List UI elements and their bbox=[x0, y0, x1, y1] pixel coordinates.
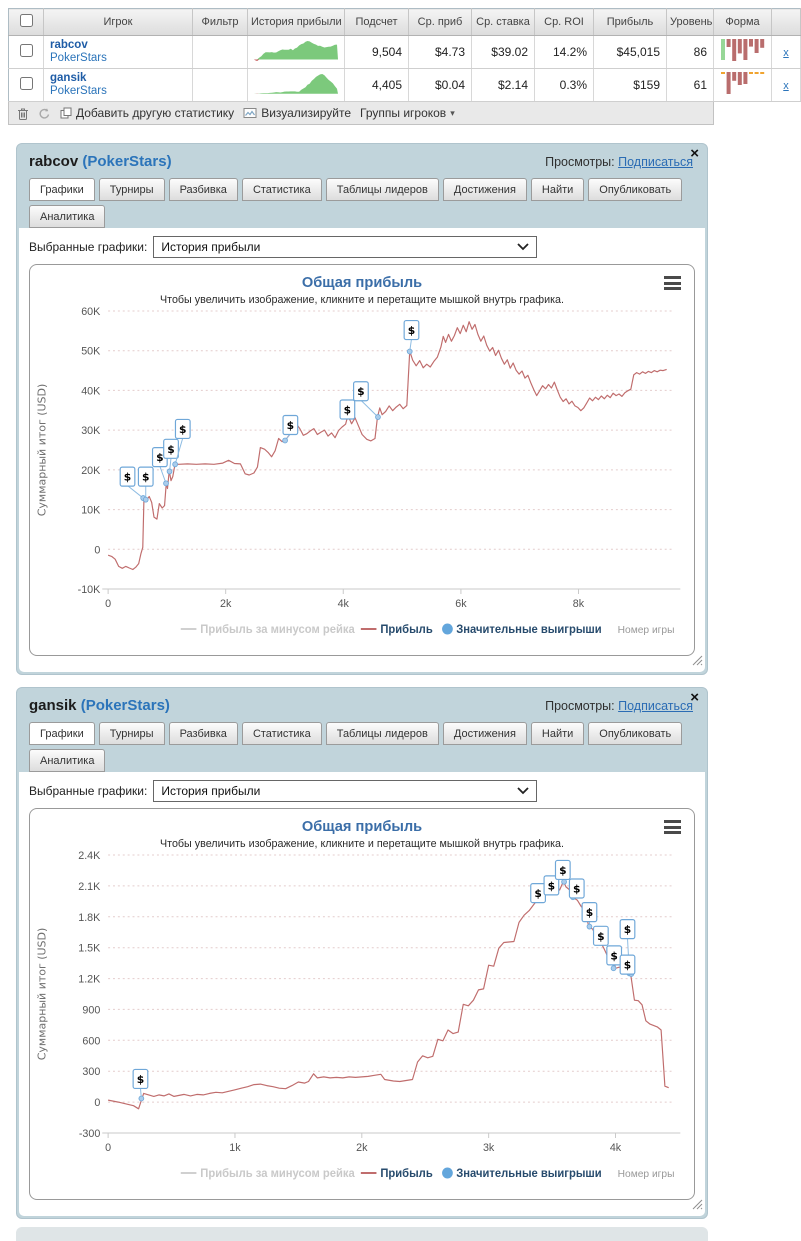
close-icon[interactable]: × bbox=[690, 690, 699, 706]
chevron-down-icon bbox=[517, 243, 529, 251]
player-stats-table bbox=[8, 8, 801, 102]
profit-history-sparkline bbox=[248, 69, 345, 102]
table-row bbox=[9, 69, 801, 102]
panel-tab[interactable]: Разбивка bbox=[169, 178, 238, 201]
column-header[interactable]: Ср. ROI bbox=[535, 9, 594, 36]
panel-tab[interactable]: Опубликовать bbox=[588, 178, 682, 201]
stat-cell: 14.2% bbox=[535, 36, 594, 69]
chevron-down-icon bbox=[517, 787, 529, 795]
chart-title: Общая прибыль bbox=[302, 275, 422, 291]
panel-header bbox=[17, 144, 707, 170]
table-header-row bbox=[9, 9, 801, 36]
subscribe-link[interactable]: Подписаться bbox=[618, 699, 693, 713]
stat-cell: 0.3% bbox=[535, 69, 594, 102]
form-minichart bbox=[714, 36, 772, 69]
visualize-button[interactable] bbox=[243, 106, 351, 120]
svg-text:30K: 30K bbox=[81, 425, 101, 437]
svg-text:50K: 50K bbox=[81, 346, 101, 358]
player-site-link[interactable]: PokerStars bbox=[50, 52, 186, 65]
caret-down-icon: ▾ bbox=[450, 108, 455, 119]
legend-item[interactable] bbox=[361, 624, 433, 636]
x-axis-title: Номер игры bbox=[618, 625, 675, 636]
svg-text:$: $ bbox=[573, 882, 580, 895]
stat-cell: $39.02 bbox=[472, 36, 535, 69]
panel-tab[interactable]: Найти bbox=[531, 722, 584, 745]
stat-cell: $0.04 bbox=[409, 69, 472, 102]
panel-tab[interactable]: Опубликовать bbox=[588, 722, 682, 745]
svg-text:1.8K: 1.8K bbox=[78, 912, 101, 924]
player-panel-rabcov bbox=[16, 143, 708, 675]
svg-text:0: 0 bbox=[94, 544, 100, 556]
chart-select-value: История прибыли bbox=[161, 784, 260, 798]
profit-chart-rabcov[interactable] bbox=[29, 264, 695, 656]
chart-menu-icon[interactable] bbox=[664, 820, 681, 837]
column-header[interactable]: Ср. приб bbox=[409, 9, 472, 36]
svg-text:900: 900 bbox=[82, 1004, 100, 1016]
svg-text:Прибыль: Прибыль bbox=[380, 1168, 432, 1180]
panel-tab[interactable]: Найти bbox=[531, 178, 584, 201]
svg-text:8k: 8k bbox=[573, 598, 585, 610]
svg-text:600: 600 bbox=[82, 1035, 100, 1047]
profit-history-sparkline bbox=[248, 36, 345, 69]
svg-text:40K: 40K bbox=[81, 385, 101, 397]
panel-title bbox=[29, 697, 170, 714]
svg-text:$: $ bbox=[586, 906, 593, 919]
svg-text:Значительные выигрыши: Значительные выигрыши bbox=[456, 1168, 601, 1180]
x-axis-title: Номер игры bbox=[618, 1169, 675, 1180]
legend-item[interactable] bbox=[442, 624, 602, 637]
column-header[interactable]: Уровень bbox=[667, 9, 714, 36]
svg-text:$: $ bbox=[179, 423, 186, 436]
panel-tab[interactable]: Статистика bbox=[242, 722, 322, 745]
svg-text:2.1K: 2.1K bbox=[78, 881, 101, 893]
column-header[interactable]: Подсчет bbox=[345, 9, 409, 36]
panel-tabs-row2 bbox=[17, 745, 707, 772]
panel-tab[interactable]: Таблицы лидеров bbox=[326, 722, 439, 745]
svg-text:4k: 4k bbox=[610, 1142, 622, 1154]
collapsed-section bbox=[16, 1227, 708, 1241]
player-name-link[interactable]: rabcov bbox=[50, 39, 186, 52]
svg-text:$: $ bbox=[534, 887, 541, 900]
chart-subtitle: Чтобы увеличить изображение, кликните и перетащите мышкой внутрь графика. bbox=[160, 294, 564, 306]
svg-text:Прибыль за минусом рейка: Прибыль за минусом рейка bbox=[200, 1168, 355, 1180]
subscribe-link[interactable]: Подписаться bbox=[618, 155, 693, 169]
column-header[interactable]: Форма bbox=[714, 9, 772, 36]
trash-icon[interactable] bbox=[17, 107, 29, 120]
svg-text:1k: 1k bbox=[229, 1142, 241, 1154]
column-header[interactable]: Прибыль bbox=[594, 9, 667, 36]
panel-site-name: (PokerStars) bbox=[82, 153, 171, 170]
svg-text:6k: 6k bbox=[455, 598, 467, 610]
svg-text:2k: 2k bbox=[220, 598, 232, 610]
stat-cell: $4.73 bbox=[409, 36, 472, 69]
svg-text:$: $ bbox=[287, 419, 294, 432]
visualize-label: Визуализируйте bbox=[261, 106, 351, 120]
panel-tab[interactable]: Достижения bbox=[443, 178, 527, 201]
stat-cell: 61 bbox=[667, 69, 714, 102]
panel-tab[interactable]: Таблицы лидеров bbox=[326, 178, 439, 201]
y-axis-title: Суммарный итог (USD) bbox=[36, 928, 49, 1061]
profit-line bbox=[108, 322, 667, 570]
svg-text:$: $ bbox=[559, 864, 566, 877]
svg-text:$: $ bbox=[357, 385, 364, 398]
legend-item[interactable] bbox=[181, 624, 356, 636]
panel-tab[interactable]: Аналитика bbox=[29, 749, 105, 772]
svg-text:Прибыль: Прибыль bbox=[380, 624, 432, 636]
panel-tabs-row1 bbox=[17, 170, 707, 201]
add-stat-button[interactable] bbox=[60, 106, 234, 120]
stat-cell: 4,405 bbox=[345, 69, 409, 102]
svg-text:-10K: -10K bbox=[78, 584, 101, 596]
svg-text:$: $ bbox=[167, 443, 174, 456]
remove-row-link[interactable]: x bbox=[783, 47, 789, 59]
svg-text:$: $ bbox=[142, 470, 149, 483]
svg-text:1.2K: 1.2K bbox=[78, 973, 101, 985]
svg-text:0: 0 bbox=[105, 1142, 111, 1154]
svg-text:4k: 4k bbox=[338, 598, 350, 610]
svg-text:$: $ bbox=[624, 959, 631, 972]
panel-title bbox=[29, 153, 172, 170]
panel-site-name: (PokerStars) bbox=[81, 697, 170, 714]
svg-text:$: $ bbox=[597, 930, 604, 943]
chart-title: Общая прибыль bbox=[302, 819, 422, 835]
panel-tab[interactable]: Разбивка bbox=[169, 722, 238, 745]
copy-icon bbox=[60, 107, 72, 119]
svg-text:$: $ bbox=[124, 470, 131, 483]
filter-cell bbox=[193, 69, 248, 102]
svg-text:10K: 10K bbox=[81, 504, 101, 516]
add-stat-label: Добавить другую статистику bbox=[76, 106, 234, 120]
panel-tab[interactable]: Графики bbox=[29, 722, 95, 745]
form-minichart bbox=[714, 69, 772, 102]
stat-cell: 9,504 bbox=[345, 36, 409, 69]
stat-cell: $45,015 bbox=[594, 36, 667, 69]
column-header[interactable]: Ср. ставка bbox=[472, 9, 535, 36]
panel-tab[interactable]: Статистика bbox=[242, 178, 322, 201]
resize-handle-icon[interactable] bbox=[692, 1197, 703, 1215]
chart-select-label: Выбранные графики: bbox=[29, 240, 147, 254]
svg-text:Прибыль за минусом рейка: Прибыль за минусом рейка bbox=[200, 624, 355, 636]
player-groups-label: Группы игроков bbox=[360, 106, 446, 120]
svg-text:2k: 2k bbox=[356, 1142, 368, 1154]
filter-cell bbox=[193, 36, 248, 69]
svg-text:0: 0 bbox=[105, 598, 111, 610]
legend-item[interactable] bbox=[181, 1168, 356, 1180]
svg-text:3k: 3k bbox=[483, 1142, 495, 1154]
panel-tabs-row2 bbox=[17, 201, 707, 228]
svg-text:$: $ bbox=[156, 451, 163, 464]
panel-tab[interactable]: Аналитика bbox=[29, 205, 105, 228]
resize-handle-icon[interactable] bbox=[692, 653, 703, 671]
chart-select-value: История прибыли bbox=[161, 240, 260, 254]
panel-tab[interactable]: Турниры bbox=[99, 178, 165, 201]
svg-text:$: $ bbox=[137, 1073, 144, 1086]
remove-row-link[interactable]: x bbox=[783, 80, 789, 92]
panel-player-name: gansik bbox=[29, 697, 77, 714]
panel-player-name: rabcov bbox=[29, 153, 78, 170]
player-groups-dropdown[interactable] bbox=[360, 106, 455, 120]
stat-cell: 86 bbox=[667, 36, 714, 69]
table-toolbar bbox=[8, 102, 714, 125]
panel-tab[interactable]: Достижения bbox=[443, 722, 527, 745]
views-label: Просмотры: bbox=[545, 155, 615, 169]
svg-text:60K: 60K bbox=[81, 306, 101, 318]
svg-text:1.5K: 1.5K bbox=[78, 943, 101, 955]
svg-text:$: $ bbox=[624, 923, 631, 936]
panel-tab[interactable]: Турниры bbox=[99, 722, 165, 745]
svg-text:Значительные выигрыши: Значительные выигрыши bbox=[456, 624, 601, 636]
select-all-checkbox[interactable] bbox=[20, 14, 33, 27]
panel-header bbox=[17, 688, 707, 714]
stat-cell: $159 bbox=[594, 69, 667, 102]
svg-text:$: $ bbox=[344, 403, 351, 416]
svg-text:$: $ bbox=[610, 949, 617, 962]
chart-menu-icon[interactable] bbox=[664, 276, 681, 293]
column-header[interactable]: Фильтр bbox=[193, 9, 248, 36]
player-name-link[interactable]: gansik bbox=[50, 72, 186, 85]
panel-body bbox=[19, 228, 705, 672]
svg-text:2.4K: 2.4K bbox=[78, 850, 101, 862]
row-checkbox[interactable] bbox=[20, 77, 33, 90]
player-site-link[interactable]: PokerStars bbox=[50, 85, 186, 98]
stat-cell: $2.14 bbox=[472, 69, 535, 102]
svg-text:300: 300 bbox=[82, 1066, 100, 1078]
table-row bbox=[9, 36, 801, 69]
player-panel-gansik bbox=[16, 687, 708, 1219]
chart-subtitle: Чтобы увеличить изображение, кликните и перетащите мышкой внутрь графика. bbox=[160, 838, 564, 850]
image-icon bbox=[243, 107, 257, 119]
svg-text:20K: 20K bbox=[81, 465, 101, 477]
y-axis-title: Суммарный итог (USD) bbox=[36, 384, 49, 517]
legend-item[interactable] bbox=[361, 1168, 433, 1180]
svg-text:-300: -300 bbox=[79, 1128, 100, 1140]
row-checkbox[interactable] bbox=[20, 44, 33, 57]
panel-body bbox=[19, 772, 705, 1216]
panel-tabs-row1 bbox=[17, 714, 707, 745]
views-label: Просмотры: bbox=[545, 699, 615, 713]
close-icon[interactable]: × bbox=[690, 146, 699, 162]
column-header[interactable]: Игрок bbox=[44, 9, 193, 36]
svg-text:$: $ bbox=[408, 324, 415, 337]
panel-tab[interactable]: Графики bbox=[29, 178, 95, 201]
svg-text:0: 0 bbox=[94, 1097, 100, 1109]
svg-text:$: $ bbox=[548, 879, 555, 892]
chart-select[interactable] bbox=[153, 780, 537, 802]
chart-select[interactable] bbox=[153, 236, 537, 258]
column-header[interactable]: История прибыли bbox=[248, 9, 345, 36]
refresh-icon[interactable] bbox=[38, 107, 51, 120]
chart-select-label: Выбранные графики: bbox=[29, 784, 147, 798]
legend-item[interactable] bbox=[442, 1168, 602, 1181]
profit-chart-gansik[interactable] bbox=[29, 808, 695, 1200]
